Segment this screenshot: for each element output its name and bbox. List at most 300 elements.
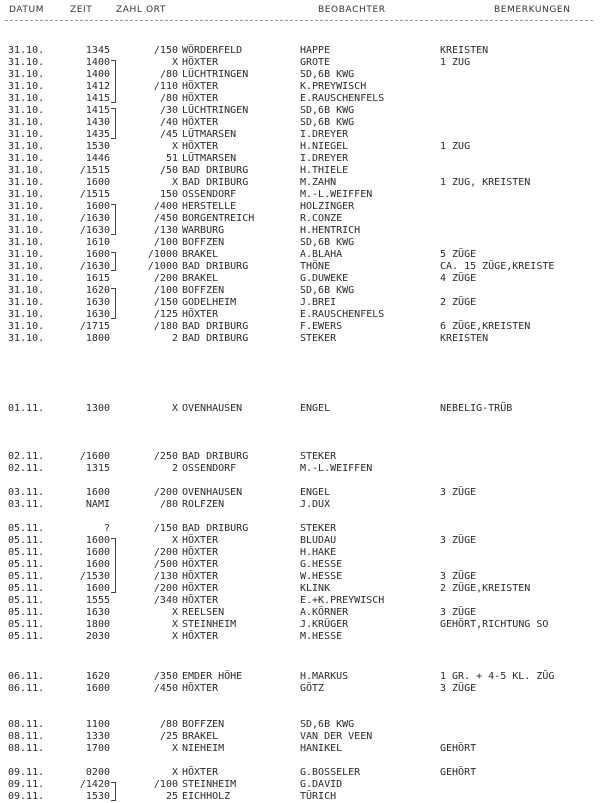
cell-observer: STEKER — [300, 451, 337, 462]
cell-observer: HAPPE — [300, 45, 331, 56]
cell-count: X — [171, 631, 178, 642]
cell-remark: 2 ZÜGE,KREISTEN — [440, 583, 531, 594]
table-row — [0, 547, 600, 559]
cell-place: HÖXTER — [182, 583, 219, 594]
cell-place: LÜTMARSEN — [182, 129, 237, 140]
cell-observer: M.HESSE — [300, 631, 343, 642]
cell-time: 1412 — [85, 81, 110, 92]
cell-remark: 3 ZÜGE — [440, 571, 477, 582]
cell-time: 1630 — [85, 309, 110, 320]
cell-observer: I.DREYER — [300, 129, 349, 140]
cell-count: /1000 — [147, 249, 178, 260]
cell-time: 1100 — [85, 719, 110, 730]
bracket-mark — [111, 108, 116, 139]
cell-date: 05.11. — [8, 523, 45, 534]
cell-date: 08.11. — [8, 731, 45, 742]
cell-remark: 3 ZÜGE — [440, 683, 477, 694]
cell-time: 1435 — [85, 129, 110, 140]
cell-count: /25 — [159, 731, 178, 742]
cell-place: BORGENTREICH — [182, 213, 255, 224]
cell-place: EMDER HÖHE — [182, 671, 243, 682]
cell-count: /80 — [159, 499, 178, 510]
cell-place: BAD DRIBURG — [182, 177, 249, 188]
cell-time: 1600 — [85, 535, 110, 546]
cell-time: /1630 — [79, 261, 110, 272]
cell-count: 2 — [171, 333, 178, 344]
cell-time: 1600 — [85, 583, 110, 594]
cell-observer: ENGEL — [300, 403, 331, 414]
cell-count: /150 — [153, 297, 178, 308]
bracket-mark — [111, 204, 116, 235]
cell-date: 05.11. — [8, 571, 45, 582]
cell-date: 31.10. — [8, 225, 45, 236]
cell-place: BAD DRIBURG — [182, 261, 249, 272]
cell-count: /150 — [153, 523, 178, 534]
cell-count: X — [171, 403, 178, 414]
table-row — [0, 743, 600, 755]
cell-place: LÜCHTRINGEN — [182, 69, 249, 80]
cell-time: ? — [103, 523, 110, 534]
cell-remark: GEHÖRT — [440, 743, 477, 754]
cell-observer: F.EWERS — [300, 321, 343, 332]
table-row — [0, 583, 600, 595]
cell-observer: BLUDAU — [300, 535, 337, 546]
cell-place: NIEHEIM — [182, 743, 225, 754]
cell-remark: KREISTEN — [440, 333, 489, 344]
table-row — [0, 499, 600, 511]
cell-time: 1300 — [85, 403, 110, 414]
cell-observer: J.BREI — [300, 297, 337, 308]
cell-count: X — [171, 57, 178, 68]
cell-place: STEINHEIM — [182, 619, 237, 630]
cell-count: /200 — [153, 273, 178, 284]
cell-count: /130 — [153, 225, 178, 236]
cell-remark: 4 ZÜGE — [440, 273, 477, 284]
cell-count: /150 — [153, 45, 178, 56]
header-zahl-ort: ZAHL ORT — [116, 5, 166, 15]
cell-date: 31.10. — [8, 45, 45, 56]
cell-place: OVENHAUSEN — [182, 487, 243, 498]
cell-date: 31.10. — [8, 57, 45, 68]
cell-place: HÖXTER — [182, 595, 219, 606]
cell-place: HÖXTER — [182, 117, 219, 128]
cell-time: 1800 — [85, 619, 110, 630]
cell-date: 31.10. — [8, 321, 45, 332]
cell-count: /80 — [159, 69, 178, 80]
cell-time: 1600 — [85, 559, 110, 570]
table-row — [0, 619, 600, 631]
cell-date: 31.10. — [8, 129, 45, 140]
table-row — [0, 463, 600, 475]
table-row — [0, 249, 600, 261]
cell-count: /400 — [153, 201, 178, 212]
cell-date: 31.10. — [8, 189, 45, 200]
cell-observer: A.KÖRNER — [300, 607, 349, 618]
cell-place: HÖXTER — [182, 309, 219, 320]
cell-count: /30 — [159, 105, 178, 116]
cell-time: 1415 — [85, 105, 110, 116]
cell-place: BRAKEL — [182, 249, 219, 260]
table-row — [0, 297, 600, 309]
cell-time: 1620 — [85, 285, 110, 296]
table-row — [0, 105, 600, 117]
cell-time: 1446 — [85, 153, 110, 164]
table-row — [0, 129, 600, 141]
cell-place: OSSENDORF — [182, 189, 237, 200]
header-divider — [5, 20, 593, 21]
cell-time: 1610 — [85, 237, 110, 248]
cell-time: /1600 — [79, 451, 110, 462]
cell-date: 31.10. — [8, 177, 45, 188]
cell-place: REELSEN — [182, 607, 225, 618]
cell-observer: J.KRÜGER — [300, 619, 349, 630]
cell-remark: 5 ZÜGE — [440, 249, 477, 260]
cell-time: 1600 — [85, 487, 110, 498]
cell-place: HÖXTER — [182, 141, 219, 152]
cell-time: /1515 — [79, 189, 110, 200]
cell-observer: TÜRICH — [300, 791, 337, 802]
table-row — [0, 671, 600, 683]
cell-date: 31.10. — [8, 141, 45, 152]
table-row — [0, 535, 600, 547]
cell-count: /200 — [153, 487, 178, 498]
cell-observer: H.HENTRICH — [300, 225, 361, 236]
table-row — [0, 201, 600, 213]
cell-count: 150 — [159, 189, 178, 200]
cell-observer: E.RAUSCHENFELS — [300, 309, 385, 320]
cell-date: 31.10. — [8, 153, 45, 164]
table-row — [0, 309, 600, 321]
cell-place: LÜTMARSEN — [182, 153, 237, 164]
cell-place: STEINHEIM — [182, 779, 237, 790]
bracket-mark — [111, 288, 116, 319]
table-row — [0, 93, 600, 105]
cell-observer: GROTE — [300, 57, 331, 68]
cell-time: 1400 — [85, 57, 110, 68]
table-row — [0, 57, 600, 69]
cell-observer: I.DREYER — [300, 153, 349, 164]
cell-date: 31.10. — [8, 249, 45, 260]
cell-time: /1630 — [79, 213, 110, 224]
cell-count: /110 — [153, 81, 178, 92]
table-row — [0, 285, 600, 297]
table-row — [0, 403, 600, 415]
cell-count: /130 — [153, 571, 178, 582]
cell-time: 1700 — [85, 743, 110, 754]
cell-observer: STEKER — [300, 523, 337, 534]
cell-date: 31.10. — [8, 297, 45, 308]
cell-date: 31.10. — [8, 213, 45, 224]
cell-count: /45 — [159, 129, 178, 140]
bracket-mark — [111, 538, 116, 593]
cell-count: /80 — [159, 93, 178, 104]
cell-time: 1330 — [85, 731, 110, 742]
cell-place: WÖRDERFELD — [182, 45, 243, 56]
cell-place: BOFFZEN — [182, 719, 225, 730]
table-row — [0, 273, 600, 285]
cell-place: HÖXTER — [182, 81, 219, 92]
cell-date: 09.11. — [8, 767, 45, 778]
cell-observer: W.HESSE — [300, 571, 343, 582]
cell-count: X — [171, 535, 178, 546]
cell-count: /200 — [153, 547, 178, 558]
cell-date: 31.10. — [8, 105, 45, 116]
bracket-mark — [111, 60, 116, 103]
cell-remark: 2 ZÜGE — [440, 297, 477, 308]
cell-observer: G.BOSSELER — [300, 767, 361, 778]
cell-date: 31.10. — [8, 69, 45, 80]
table-row — [0, 523, 600, 535]
cell-place: OSSENDORF — [182, 463, 237, 474]
cell-remark: CA. 15 ZÜGE,KREISTE — [440, 261, 555, 272]
cell-time: 1630 — [85, 297, 110, 308]
cell-place: BOFFZEN — [182, 285, 225, 296]
cell-count: X — [171, 767, 178, 778]
cell-observer: E.+K.PREYWISCH — [300, 595, 385, 606]
cell-place: BAD DRIBURG — [182, 451, 249, 462]
cell-time: 1600 — [85, 683, 110, 694]
header-datum: DATUM — [9, 5, 45, 15]
cell-place: EICHHOLZ — [182, 791, 231, 802]
cell-observer: SD,6B KWG — [300, 117, 355, 128]
table-row — [0, 153, 600, 165]
cell-place: BAD DRIBURG — [182, 333, 249, 344]
cell-observer: SD,6B KWG — [300, 105, 355, 116]
cell-remark: 1 ZUG — [440, 141, 471, 152]
cell-observer: M.-L.WEIFFEN — [300, 189, 373, 200]
cell-place: HÖXTER — [182, 683, 219, 694]
cell-remark: 1 GR. + 4-5 KL. ZÜG — [440, 671, 555, 682]
cell-count: 51 — [165, 153, 178, 164]
table-row — [0, 559, 600, 571]
cell-place: HÖXTER — [182, 93, 219, 104]
cell-date: 09.11. — [8, 779, 45, 790]
cell-date: 31.10. — [8, 81, 45, 92]
cell-date: 31.10. — [8, 165, 45, 176]
cell-date: 08.11. — [8, 743, 45, 754]
cell-count: 25 — [165, 791, 178, 802]
cell-count: /125 — [153, 309, 178, 320]
cell-date: 09.11. — [8, 791, 45, 802]
cell-count: /100 — [153, 237, 178, 248]
cell-observer: G.HESSE — [300, 559, 343, 570]
cell-place: LÜCHTRINGEN — [182, 105, 249, 116]
cell-time: 1530 — [85, 791, 110, 802]
cell-observer: THÖNE — [300, 261, 331, 272]
cell-time: 1615 — [85, 273, 110, 284]
cell-time: 1800 — [85, 333, 110, 344]
cell-count: /250 — [153, 451, 178, 462]
cell-time: 1555 — [85, 595, 110, 606]
cell-observer: SD,6B KWG — [300, 69, 355, 80]
cell-observer: HANIKEL — [300, 743, 343, 754]
cell-place: BAD DRIBURG — [182, 321, 249, 332]
cell-time: /1715 — [79, 321, 110, 332]
cell-place: BRAKEL — [182, 273, 219, 284]
cell-date: 31.10. — [8, 93, 45, 104]
table-row — [0, 177, 600, 189]
cell-remark: GEHÖRT — [440, 767, 477, 778]
cell-count: 2 — [171, 463, 178, 474]
table-row — [0, 81, 600, 93]
cell-count: /180 — [153, 321, 178, 332]
cell-time: /1515 — [79, 165, 110, 176]
cell-observer: H.MARKUS — [300, 671, 349, 682]
cell-count: X — [171, 619, 178, 630]
cell-date: 05.11. — [8, 547, 45, 558]
cell-count: /100 — [153, 285, 178, 296]
header-bemerkungen: BEMERKUNGEN — [494, 5, 571, 15]
cell-remark: 1 ZUG, KREISTEN — [440, 177, 531, 188]
cell-place: BOFFZEN — [182, 237, 225, 248]
cell-time: 1630 — [85, 607, 110, 618]
cell-time: NAMI — [85, 499, 110, 510]
cell-remark: 3 ZÜGE — [440, 535, 477, 546]
cell-remark: GEHÖRT,RICHTUNG SO — [440, 619, 549, 630]
cell-observer: SD,6B KWG — [300, 285, 355, 296]
table-row — [0, 631, 600, 643]
cell-remark: 6 ZÜGE,KREISTEN — [440, 321, 531, 332]
cell-time: /1630 — [79, 225, 110, 236]
cell-date: 05.11. — [8, 607, 45, 618]
cell-remark: KREISTEN — [440, 45, 489, 56]
cell-time: 1600 — [85, 547, 110, 558]
table-row — [0, 719, 600, 731]
header-beobachter: BEOBACHTER — [318, 5, 386, 15]
cell-place: BAD DRIBURG — [182, 165, 249, 176]
cell-date: 03.11. — [8, 499, 45, 510]
cell-observer: H.THIELE — [300, 165, 349, 176]
cell-count: /340 — [153, 595, 178, 606]
cell-count: /100 — [153, 779, 178, 790]
cell-time: 0200 — [85, 767, 110, 778]
cell-place: HÖXTER — [182, 559, 219, 570]
cell-date: 31.10. — [8, 261, 45, 272]
cell-time: 1400 — [85, 69, 110, 80]
cell-date: 02.11. — [8, 463, 45, 474]
bracket-mark — [111, 782, 116, 801]
cell-time: 1345 — [85, 45, 110, 56]
cell-date: 01.11. — [8, 403, 45, 414]
cell-date: 31.10. — [8, 309, 45, 320]
table-row — [0, 141, 600, 153]
cell-count: X — [171, 607, 178, 618]
cell-count: /350 — [153, 671, 178, 682]
cell-remark: 3 ZÜGE — [440, 607, 477, 618]
cell-date: 05.11. — [8, 619, 45, 630]
cell-observer: K.PREYWISCH — [300, 81, 367, 92]
cell-observer: H.HAKE — [300, 547, 337, 558]
cell-count: X — [171, 141, 178, 152]
cell-count: /200 — [153, 583, 178, 594]
cell-date: 31.10. — [8, 285, 45, 296]
cell-place: HÖXTER — [182, 767, 219, 778]
table-row — [0, 791, 600, 803]
cell-remark: 1 ZUG — [440, 57, 471, 68]
table-row — [0, 571, 600, 583]
table-row — [0, 261, 600, 273]
table-row — [0, 451, 600, 463]
cell-date: 02.11. — [8, 451, 45, 462]
cell-date: 06.11. — [8, 671, 45, 682]
cell-place: HÖXTER — [182, 535, 219, 546]
cell-observer: G.DAVID — [300, 779, 343, 790]
cell-count: X — [171, 743, 178, 754]
cell-date: 05.11. — [8, 631, 45, 642]
cell-date: 31.10. — [8, 273, 45, 284]
table-row — [0, 333, 600, 345]
cell-place: WARBURG — [182, 225, 225, 236]
cell-time: 1600 — [85, 177, 110, 188]
cell-place: HERSTELLE — [182, 201, 237, 212]
cell-place: HÖXTER — [182, 57, 219, 68]
table-row — [0, 487, 600, 499]
table-row — [0, 213, 600, 225]
table-row — [0, 189, 600, 201]
cell-observer: G.DUWEKE — [300, 273, 349, 284]
cell-time: 1620 — [85, 671, 110, 682]
cell-time: /1530 — [79, 571, 110, 582]
table-row — [0, 731, 600, 743]
cell-observer: E.RAUSCHENFELS — [300, 93, 385, 104]
cell-count: /1000 — [147, 261, 178, 272]
cell-observer: VAN DER VEEN — [300, 731, 373, 742]
cell-place: HÖXTER — [182, 631, 219, 642]
table-row — [0, 321, 600, 333]
cell-time: 1415 — [85, 93, 110, 104]
cell-observer: SD,6B KWG — [300, 719, 355, 730]
table-row — [0, 683, 600, 695]
cell-time: 2030 — [85, 631, 110, 642]
cell-observer: H.NIEGEL — [300, 141, 349, 152]
cell-observer: R.CONZE — [300, 213, 343, 224]
cell-place: GODELHEIM — [182, 297, 237, 308]
cell-date: 05.11. — [8, 595, 45, 606]
cell-observer: A.BLAHA — [300, 249, 343, 260]
cell-date: 03.11. — [8, 487, 45, 498]
cell-observer: M.-L.WEIFFEN — [300, 463, 373, 474]
cell-time: 1430 — [85, 117, 110, 128]
cell-date: 31.10. — [8, 237, 45, 248]
cell-time: 1315 — [85, 463, 110, 474]
bracket-mark — [111, 252, 116, 271]
cell-date: 05.11. — [8, 583, 45, 594]
cell-time: /1420 — [79, 779, 110, 790]
cell-place: HÖXTER — [182, 547, 219, 558]
cell-place: ROLFZEN — [182, 499, 225, 510]
cell-time: 1600 — [85, 201, 110, 212]
cell-date: 31.10. — [8, 201, 45, 212]
cell-count: /450 — [153, 213, 178, 224]
cell-date: 05.11. — [8, 535, 45, 546]
cell-place: BRAKEL — [182, 731, 219, 742]
table-row — [0, 225, 600, 237]
cell-observer: SD,6B KWG — [300, 237, 355, 248]
cell-place: OVENHAUSEN — [182, 403, 243, 414]
column-header-row — [0, 5, 600, 19]
cell-observer: ENGEL — [300, 487, 331, 498]
cell-count: X — [171, 177, 178, 188]
cell-remark: NEBELIG-TRÜB — [440, 403, 513, 414]
cell-observer: J.DUX — [300, 499, 331, 510]
cell-observer: GÖTZ — [300, 683, 325, 694]
cell-date: 31.10. — [8, 117, 45, 128]
cell-time: 1530 — [85, 141, 110, 152]
cell-date: 31.10. — [8, 333, 45, 344]
cell-date: 06.11. — [8, 683, 45, 694]
cell-count: /50 — [159, 165, 178, 176]
cell-count: /500 — [153, 559, 178, 570]
